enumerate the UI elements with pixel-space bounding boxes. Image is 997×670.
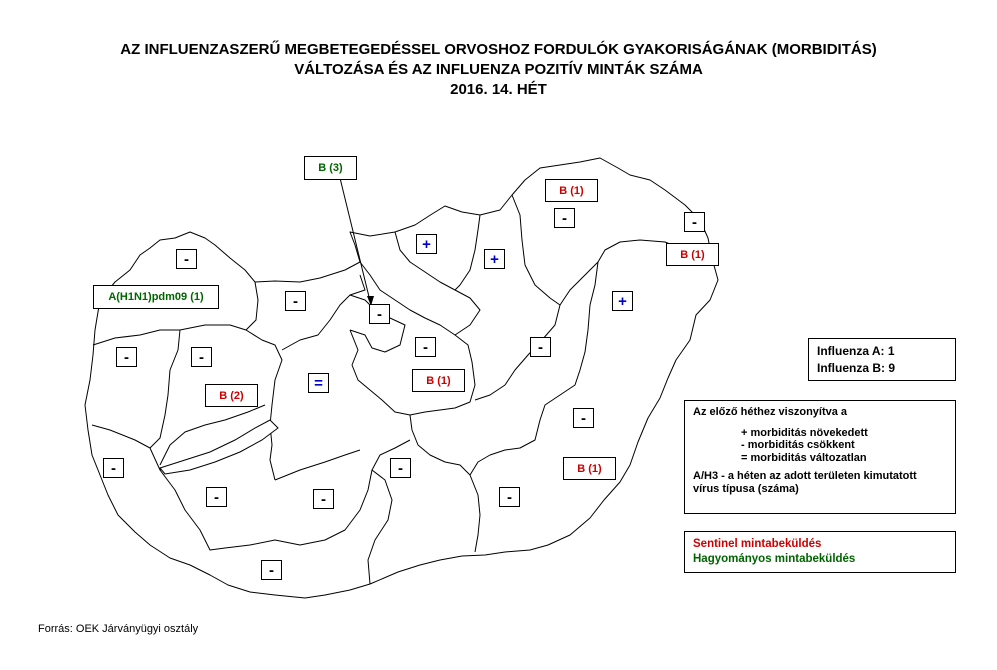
virus-label-pest-traditional: B (3) [304,156,357,180]
trend-gyor: - [176,249,197,269]
virus-label-szabolcs-sentinel: B (1) [666,243,719,266]
legend-plus: + morbiditás növekedett [741,426,868,439]
trend-fejer: = [308,373,329,393]
trend-heves: + [484,249,505,269]
trend-baranya: - [261,560,282,580]
legend-ah3-line1: A/H3 - a héten az adott területen kimutatott [693,470,917,482]
trend-pest: - [415,337,436,357]
trend-szolnok: - [530,337,551,357]
legend-minus: - morbiditás csökkent [741,439,855,451]
virus-label-bekes-sentinel: B (1) [563,457,616,480]
trend-komarom: - [285,291,306,311]
virus-label-szolnok-sentinel: B (1) [412,369,465,392]
trend-borsod: - [554,208,575,228]
trend-veszprem: - [191,347,212,367]
title-line-2: VÁLTOZÁSA ÉS AZ INFLUENZA POZITÍV MINTÁK SZÁMA [294,61,703,78]
county-border [150,440,410,550]
sampling-legend [684,531,956,573]
pointer-line [340,178,371,305]
county-border [410,415,470,475]
trend-nograd: + [416,234,437,254]
title-line-1: AZ INFLUENZASZERŰ MEGBETEGEDÉSSEL ORVOSHOZ FORDULÓK GYAKORISÁGÁNAK (MORBIDITÁS) [120,41,877,58]
virus-label-gyor-traditional: A(H1N1)pdm09 (1) [93,285,219,309]
trend-vas: - [116,347,137,367]
country-outline [85,158,718,598]
county-border [282,275,365,350]
legend-ah3-line2: vírus típusa (száma) [693,482,799,495]
county-border [470,475,480,552]
county-border [470,262,598,475]
county-border [246,282,258,330]
virus-label-borsod-sentinel: B (1) [545,179,598,202]
totals-box [808,338,956,381]
legend-sentinel: Sentinel mintabeküldés [693,538,822,550]
county-border [395,232,480,335]
trend-bacs: - [390,458,411,478]
trend-tolna: - [313,489,334,509]
trend-budapest: - [369,304,390,324]
virus-label-veszprem-sentinel: B (2) [205,384,258,407]
county-border [275,450,360,480]
trend-csongrad: - [499,487,520,507]
title-line-3: 2016. 14. HÉT [450,81,547,98]
lake-balaton [160,420,278,474]
county-border [368,470,392,584]
trend-bekes: - [573,408,594,428]
legend-equal: = morbiditás változatlan [741,451,867,464]
source-note: Forrás: OEK Járványügyi osztály [38,623,199,635]
legend-traditional: Hagyományos mintabeküldés [693,553,856,565]
county-border [350,262,475,415]
total-influenza-a: Influenza A: 1 [817,344,895,358]
total-influenza-b: Influenza B: 9 [817,361,896,375]
county-border [455,215,480,290]
trend-zala: - [103,458,124,478]
county-border [93,325,246,345]
legend-heading: Az előző héthez viszonyítva a [693,406,848,418]
trend-szabolcs: - [684,212,705,232]
trend-hajdu: + [612,291,633,311]
trend-legend [684,400,956,514]
trend-somogy: - [206,487,227,507]
